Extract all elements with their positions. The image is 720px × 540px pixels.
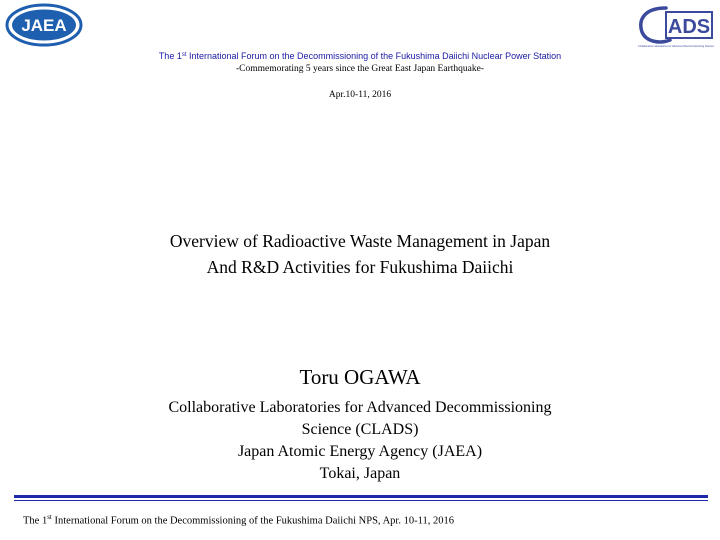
forum-header [0,50,720,102]
title-line-2: And R&D Activities for Fukushima Daiichi [206,257,514,277]
footer-divider-thin [14,500,708,501]
forum-title-ordinal: st [181,52,187,58]
author-name: Toru OGAWA [299,365,421,389]
footer-prefix: The 1 [23,515,48,527]
affiliation-line: Japan Atomic Energy Agency (JAEA) [237,443,483,460]
footer-ordinal: st [47,513,52,521]
forum-title-rest: International Forum on the Decommissioning of the Fukushima Daiichi Nuclear Power Station [186,51,562,61]
presentation-title [0,228,720,280]
author-affiliation [0,397,720,485]
clads-logo-text: ADS [667,16,711,38]
forum-title-prefix: The 1 [158,51,182,61]
jaea-logo-text: JAEA [21,16,67,35]
affiliation-line: Collaborative Laboratories for Advanced Decommissioning [168,399,552,416]
forum-title [0,50,720,62]
jaea-logo [4,2,84,48]
affiliation-line: Science (CLADS) [301,421,419,438]
affiliation-line: Tokai, Japan [319,465,401,482]
forum-date: Apr.10-11, 2016 [328,90,392,100]
footer-text [23,513,454,527]
clads-logo-tagline: Collaborative Laboratories for Advanced Decommissioning Science [638,45,716,48]
footer-rest: International Forum on the Decommissioning of the Fukushima Daiichi NPS, Apr. 10-11, 2016 [51,515,454,527]
clads-logo [636,2,716,50]
title-line-1: Overview of Radioactive Waste Management in Japan [169,231,551,251]
footer-divider-thick [14,495,708,498]
forum-subtitle: -Commemorating 5 years since the Great East Japan Earthquake- [236,64,484,74]
